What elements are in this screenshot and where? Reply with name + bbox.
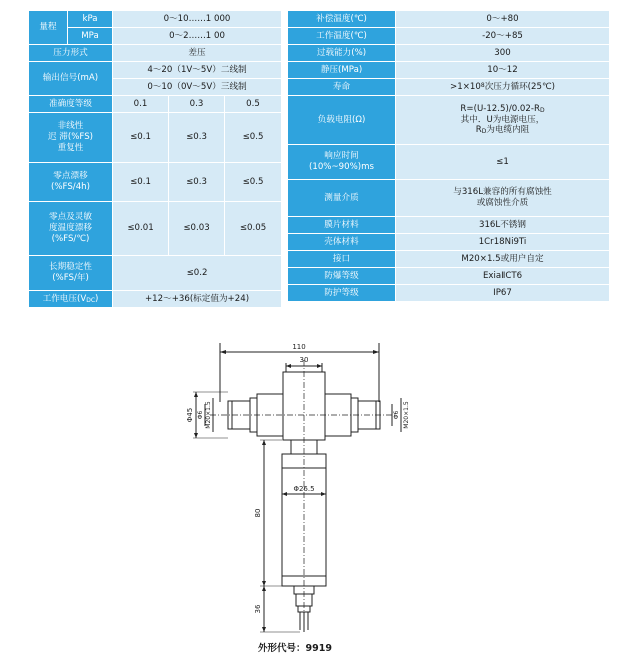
voltage-label-close: ) (95, 293, 99, 304)
comp-temp-value: 0～+80 (396, 11, 610, 28)
nonlinearity-value: ≤0.1 (113, 113, 169, 163)
accuracy-value: 0.3 (169, 96, 225, 113)
stability-value: ≤0.2 (113, 256, 282, 291)
dim-body-width: 30 (299, 356, 309, 364)
response-time-label-line: (10%~90%)ms (309, 162, 374, 172)
load-formula-text: R=(U-12.5)/0.02-R (460, 103, 540, 114)
range-label: 量程 (29, 11, 68, 45)
life-value-prefix: >1×10 (450, 81, 481, 92)
temp-drift-label-line: (%FS/℃) (51, 233, 90, 244)
medium-value-line: 与316L兼容的所有腐蚀性 (453, 187, 552, 198)
load-note-text: 为电缆内阻 (486, 125, 530, 136)
temp-drift-label-line: 零点及灵敏 (49, 212, 92, 223)
zero-drift-value: ≤0.5 (225, 163, 282, 202)
zero-drift-value: ≤0.3 (169, 163, 225, 202)
medium-value-line: 或腐蚀性介质 (476, 198, 529, 208)
accuracy-value: 0.5 (225, 96, 282, 113)
working-voltage-label (29, 291, 113, 308)
shell-label: 壳体材料 (288, 234, 396, 251)
temp-drift-value: ≤0.05 (225, 202, 282, 256)
load-note-line (398, 125, 607, 136)
kpa-range-value: 0～10……1 000 (113, 11, 282, 28)
pressure-form-label: 压力形式 (29, 45, 113, 62)
response-time-value: ≤1 (396, 145, 610, 180)
life-value (396, 79, 610, 96)
life-value-exponent: 8 (480, 81, 485, 89)
zero-drift-label (29, 163, 113, 202)
overload-label: 过载能力(%) (288, 45, 396, 62)
comp-temp-label: 补偿温度(℃) (288, 11, 396, 28)
load-formula-subscript: D (539, 107, 545, 115)
output-signal-label: 输出信号(mA) (29, 62, 113, 96)
spec-table-left (28, 10, 282, 308)
kpa-unit: kPa (68, 11, 113, 28)
stability-label-line: 长期稳定性 (49, 262, 92, 273)
zero-drift-value: ≤0.1 (113, 163, 169, 202)
diaphragm-value: 316L不锈钢 (396, 217, 610, 234)
dim-left-thread: M20×1.5 (205, 401, 212, 429)
outline-drawing (0, 318, 634, 640)
load-note-text: R (475, 125, 482, 136)
dim-total-width: 110 (292, 343, 306, 351)
output-signal-value-2: 0～10（0V～5V）三线制 (113, 79, 282, 96)
shell-value: 1Cr18Ni9Ti (396, 234, 610, 251)
ip-label: 防护等级 (288, 285, 396, 302)
working-voltage-value: +12～+36(标定值为+24) (113, 291, 282, 308)
voltage-label-text: 工作电压(V (42, 293, 87, 304)
port-value: M20×1.5或用户自定 (396, 251, 610, 268)
dim-left-diameter: Φ45 (186, 407, 194, 423)
medium-label: 测量介质 (288, 180, 396, 217)
static-pressure-label: 静压(MPa) (288, 62, 396, 79)
outline-code-caption (258, 640, 332, 654)
port-label: 接口 (288, 251, 396, 268)
caption-code: 9919 (305, 643, 332, 654)
pressure-form-value: 差压 (113, 45, 282, 62)
load-resistance-label: 负载电阻(Ω) (288, 96, 396, 145)
life-label: 寿命 (288, 79, 396, 96)
zero-drift-label-line: 零点漂移 (53, 171, 88, 182)
nonlinearity-label-line: 非线性 (57, 121, 84, 132)
output-signal-value-1: 4～20（1V～5V）二线制 (113, 62, 282, 79)
overload-value: 300 (396, 45, 610, 62)
medium-value (396, 180, 610, 217)
nonlinearity-value: ≤0.3 (169, 113, 225, 163)
dim-right-inner: Φ6 (393, 410, 400, 420)
nonlinearity-label-line: 重复性 (57, 142, 84, 153)
load-formula-line (398, 104, 607, 115)
load-resistance-value (396, 96, 610, 145)
temp-drift-value: ≤0.03 (169, 202, 225, 256)
work-temp-label: 工作温度(℃) (288, 28, 396, 45)
mpa-range-value: 0～2……1 00 (113, 28, 282, 45)
work-temp-value: -20～+85 (396, 28, 610, 45)
temp-drift-label-line: 度温度漂移 (49, 223, 92, 234)
ex-label: 防爆等级 (288, 268, 396, 285)
temp-drift-value: ≤0.01 (113, 202, 169, 256)
mpa-unit: MPa (68, 28, 113, 45)
voltage-label-subscript: DC (86, 296, 96, 304)
static-pressure-value: 10～12 (396, 62, 610, 79)
ex-value: ExiaⅡCT6 (396, 268, 610, 285)
spec-table-right (287, 10, 610, 302)
dim-left-inner: Φ6 (197, 410, 204, 420)
zero-drift-label-line: (%FS/4h) (51, 182, 90, 192)
nonlinearity-value: ≤0.5 (225, 113, 282, 163)
nonlinearity-label (29, 113, 113, 163)
diaphragm-label: 膜片材料 (288, 217, 396, 234)
dim-connector: 36 (254, 604, 262, 614)
response-time-label-line: 响应时间 (324, 151, 359, 162)
temp-drift-label (29, 202, 113, 256)
ip-value: IP67 (396, 285, 610, 302)
response-time-label (288, 145, 396, 180)
dim-height: 80 (254, 508, 262, 518)
dim-right-thread: M20×1.5 (403, 401, 410, 429)
load-note-line: 其中．U为电源电压， (460, 114, 545, 125)
stability-label (29, 256, 113, 291)
life-value-suffix: 次压力循环(25℃) (484, 81, 555, 92)
accuracy-value: 0.1 (113, 96, 169, 113)
nonlinearity-label-line: 迟 滞(%FS) (47, 132, 94, 143)
dim-body-diameter: Φ26.5 (293, 485, 315, 493)
accuracy-label: 准确度等级 (29, 96, 113, 113)
load-note-subscript: D (481, 128, 487, 136)
stability-label-line: (%FS/年) (52, 273, 89, 283)
caption-label: 外形代号： (258, 643, 306, 654)
